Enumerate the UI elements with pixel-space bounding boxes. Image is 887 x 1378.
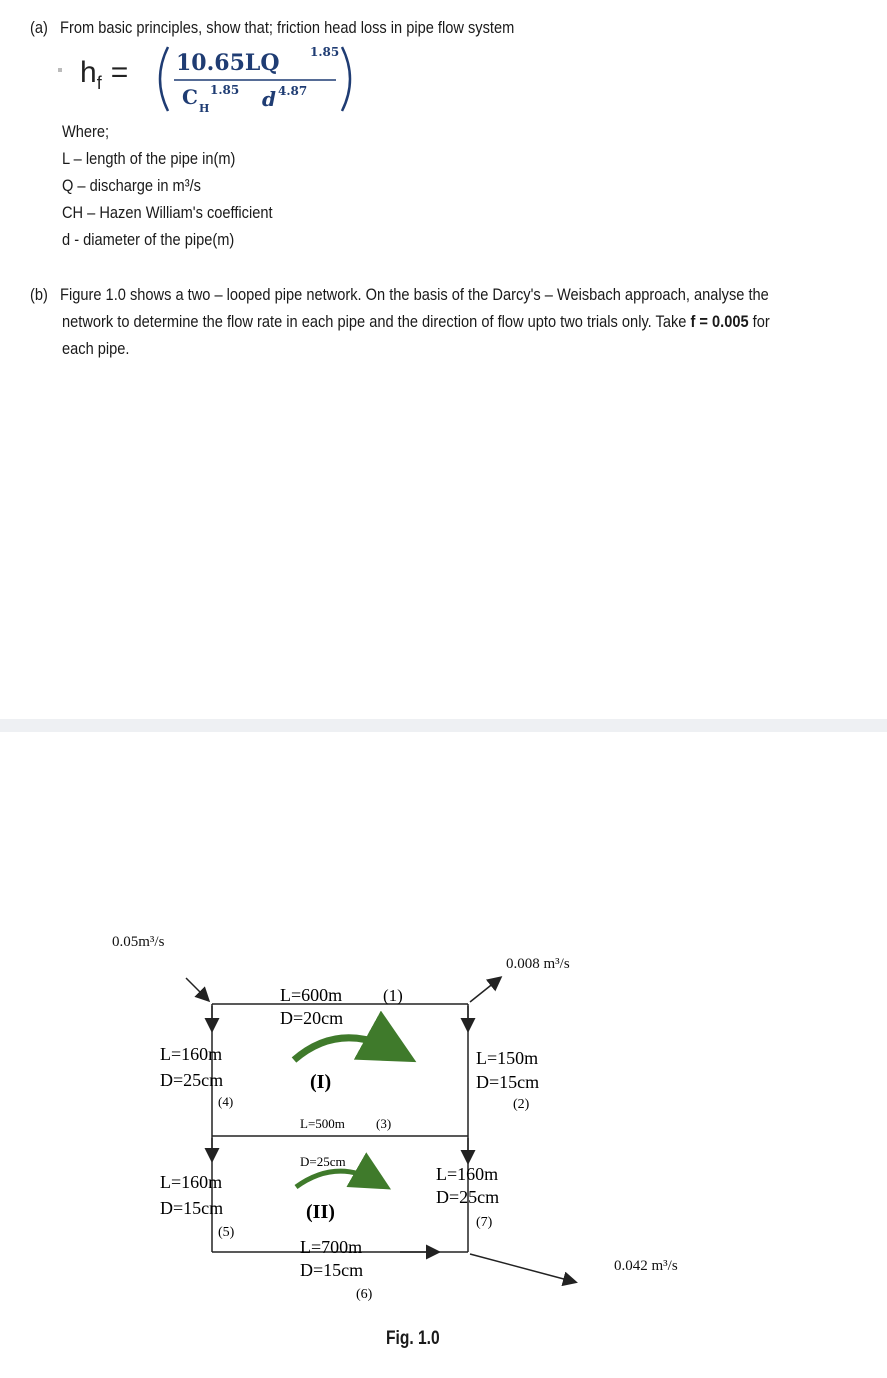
- pipe-network-figure: [0, 900, 887, 1378]
- formula: [80, 56, 128, 94]
- pipe-5-id: (5): [218, 1225, 235, 1240]
- part-b-line1: [30, 285, 769, 305]
- pipe-4-id: (4): [218, 1094, 234, 1109]
- numerator: 10.65LQ: [176, 50, 280, 76]
- pipe-1-diameter: D=20cm: [280, 1008, 344, 1028]
- pipe-7-diameter: D=25cm: [436, 1187, 500, 1207]
- where-label: Where;: [62, 122, 110, 141]
- outflow-bottom-label: 0.042 m³/s: [614, 1258, 678, 1274]
- part-a-label: (a): [30, 18, 48, 37]
- page-separator: [0, 719, 887, 732]
- loop-1-label: (I): [310, 1071, 332, 1093]
- pipe-2-id: (2): [513, 1097, 530, 1112]
- loop-2-arrow-icon: [296, 1171, 378, 1187]
- formula-lhs: $h_f$: [80, 56, 102, 93]
- outflow-bottom-arrow: [470, 1254, 575, 1282]
- formula-fraction: [150, 44, 370, 114]
- friction-factor: f = 0.005: [690, 312, 749, 331]
- inflow-label: 0.05m³/s: [112, 934, 165, 950]
- inflow-arrow: [186, 978, 208, 1000]
- definition-l: L – length of the pipe in(m): [62, 149, 236, 168]
- denom-c: C: [182, 85, 198, 109]
- pipe-6-id: (6): [356, 1287, 373, 1302]
- denom-d-exp: 4.87: [278, 84, 308, 98]
- pipe-3-id: (3): [376, 1116, 392, 1131]
- pipe-2-length: L=150m: [476, 1048, 539, 1068]
- pipe-2-diameter: D=15cm: [476, 1072, 540, 1092]
- pipe-6-diameter: D=15cm: [300, 1260, 364, 1280]
- definition-d: d - diameter of the pipe(m): [62, 230, 235, 249]
- denom-d: d: [262, 87, 276, 111]
- pipe-4-length: L=160m: [160, 1044, 223, 1064]
- loop-1-arrow-icon: [294, 1038, 398, 1060]
- pipe-1-length: L=600m: [280, 985, 343, 1005]
- definition-q: Q – discharge in m³/s: [62, 176, 201, 195]
- bullet-dot: [58, 68, 62, 72]
- pipe-7-id: (7): [476, 1215, 493, 1230]
- part-a-text: From basic principles, show that; friction head loss in pipe flow system: [60, 18, 515, 37]
- pipe-4-diameter: D=25cm: [160, 1070, 224, 1090]
- part-a-question: [30, 18, 514, 38]
- part-b-label: (b): [30, 285, 48, 304]
- part-b-text1: Figure 1.0 shows a two – looped pipe network. On the basis of the Darcy's – Weisbach approach, analyse the: [60, 285, 769, 304]
- left-paren: [160, 47, 168, 111]
- pipe-3-length: L=500m: [300, 1116, 345, 1131]
- outflow-top-arrow: [470, 978, 500, 1002]
- definition-ch: CH – Hazen William's coefficient: [62, 203, 273, 222]
- formula-equals: =: [110, 56, 129, 89]
- denom-c-sub: H: [199, 102, 210, 114]
- pipe-6-length: L=700m: [300, 1237, 363, 1257]
- pipe-1-id: (1): [383, 986, 403, 1005]
- outflow-top-label: 0.008 m³/s: [506, 956, 570, 972]
- pipe-7-length: L=160m: [436, 1164, 499, 1184]
- right-paren: [342, 47, 350, 111]
- loop-2-label: (II): [306, 1201, 335, 1223]
- pipe-5-diameter: D=15cm: [160, 1198, 224, 1218]
- figure-caption: Fig. 1.0: [386, 1328, 440, 1349]
- part-b-line2: network to determine the flow rate in each pipe and the direction of flow upto two trials only. Take f = 0.005 for: [62, 312, 770, 331]
- pipe-5-length: L=160m: [160, 1172, 223, 1192]
- numerator-exp: 1.85: [310, 45, 340, 59]
- pipe-3-diameter: D=25cm: [300, 1154, 346, 1169]
- part-b-line3: each pipe.: [62, 339, 130, 358]
- denom-c-exp: 1.85: [210, 83, 240, 97]
